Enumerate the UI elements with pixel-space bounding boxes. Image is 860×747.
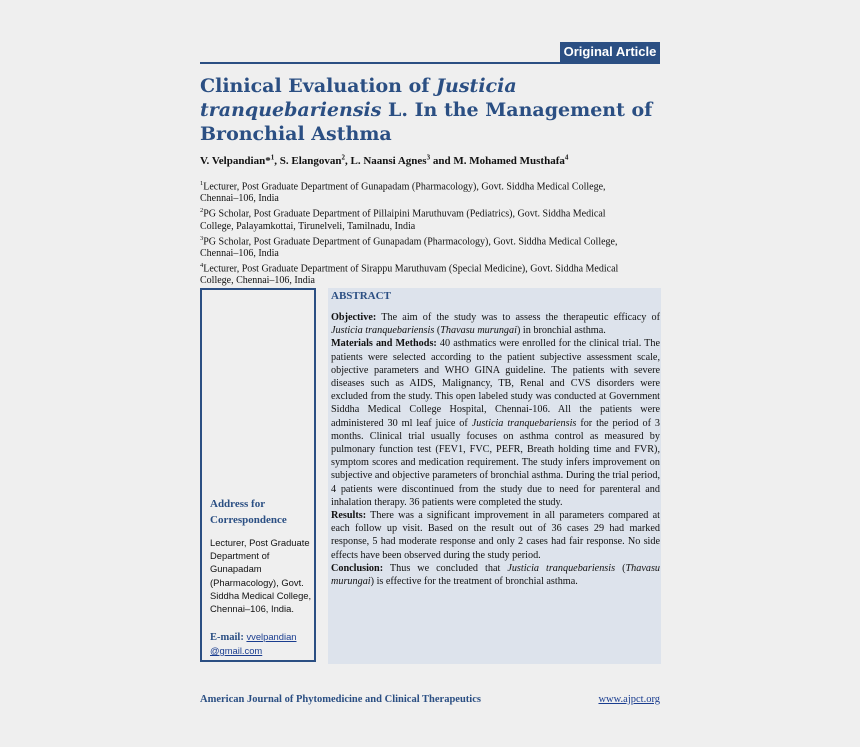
email-link[interactable]: vvelpandian @gmail.com (210, 631, 297, 656)
abstract-conclusion: Conclusion: Thus we concluded that Justicia tranquebariensis (Thavasu murungai) is effective for the treatment of bronchial asthma. (331, 562, 660, 588)
journal-name: American Journal of Phytomedicine and Clinical Therapeutics (200, 694, 481, 705)
page-footer (200, 694, 660, 708)
abstract-panel (328, 288, 661, 664)
email-label: E-mail: (210, 632, 244, 643)
author-list (200, 150, 670, 168)
affiliation: $^4$Lecturer, Post Graduate Department of Sirappu Maruthuvam (Special Medicine), Govt. Siddha Medical College, Chennai–106, India (200, 261, 619, 287)
affiliation: $^2$PG Scholar, Post Graduate Department of Pillaipini Maruthuvam (Pediatrics), Govt. Siddha Medical College, Palayamkottai, Tirunelveli, Tamilnadu, India (200, 207, 606, 232)
author: M. Mohamed Musthafa$^4$ (453, 153, 569, 167)
journal-website-link[interactable]: www.ajpct.org (598, 694, 660, 705)
header-rule (200, 62, 660, 64)
affiliations (200, 178, 640, 287)
correspondence-box (200, 288, 316, 662)
correspondence-email (210, 630, 316, 658)
author: S. Elangovan$^2$, (279, 153, 351, 167)
title-part-2: L. In the Management of Bronchial Asthma (200, 99, 653, 145)
abstract-body (331, 311, 660, 588)
correspondence-heading: Address for Correspondence (210, 498, 287, 526)
article-type-badge: Original Article (560, 42, 660, 62)
abstract-objective: Objective: The aim of the study was to assess the therapeutic efficacy of Justicia tranquebariensis (Thavasu murungai) in bronchial asthma. (331, 312, 660, 337)
correspondence-address: Lecturer, Post Graduate Department of Gunapadam (Pharmacology), Govt. Siddha Medical College, Chennai–106, India. (210, 537, 312, 615)
affiliation: $^1$Lecturer, Post Graduate Department of Gunapadam (Pharmacology), Govt. Siddha Medical College, Chennai–106, India (200, 180, 606, 205)
article-title (200, 74, 670, 146)
affiliation: $^3$PG Scholar, Post Graduate Department of Gunapadam (Pharmacology), Govt. Siddha Medical College, Chennai–106, India (200, 234, 618, 259)
author: V. Velpandian*$^1$, (200, 153, 280, 167)
author: L. Naansi Agnes$^3$ and (350, 153, 454, 167)
abstract-methods: Materials and Methods: 40 asthmatics were enrolled for the clinical trial. The patients were selected according to the patient subjective assessment scale, objective parameters and WHO GINA guideline. The patients with severe diseases such as AIDS, Malignancy, TB, Renal and CVS disorders were excluded from the study. This open labeled study was conducted at Government Siddha Medical College Hospital, Chennai-106. All the patients were administered 30 ml leaf juice of Justicia tranquebariensis for the period of 3 months. Clinical trial usually focuses on asthma control as measured by pulmonary function test (FEV1, FVC, PEFR, Breath holding time and FVR), symptom scores and medication requirement. The study infers improvement on subjective and objective parameters of bronchial asthma. During the trial period, 4 patients were discontinued from the study due to need for parenteral and inhalation therapy. 36 patients were completed the study. (331, 338, 660, 508)
title-species: Justicia tranquebariensis (200, 75, 517, 121)
abstract-results: Results: There was a significant improvement in all parameters compared at each follow up visit. Based on the result out of 36 cases 29 had marked response, 5 had moderate response and only 2 cases had fair response. No side effects have been observed during the study period. (331, 510, 660, 561)
abstract-heading: ABSTRACT (331, 290, 391, 302)
title-part-1: Clinical Evaluation of (200, 75, 437, 97)
